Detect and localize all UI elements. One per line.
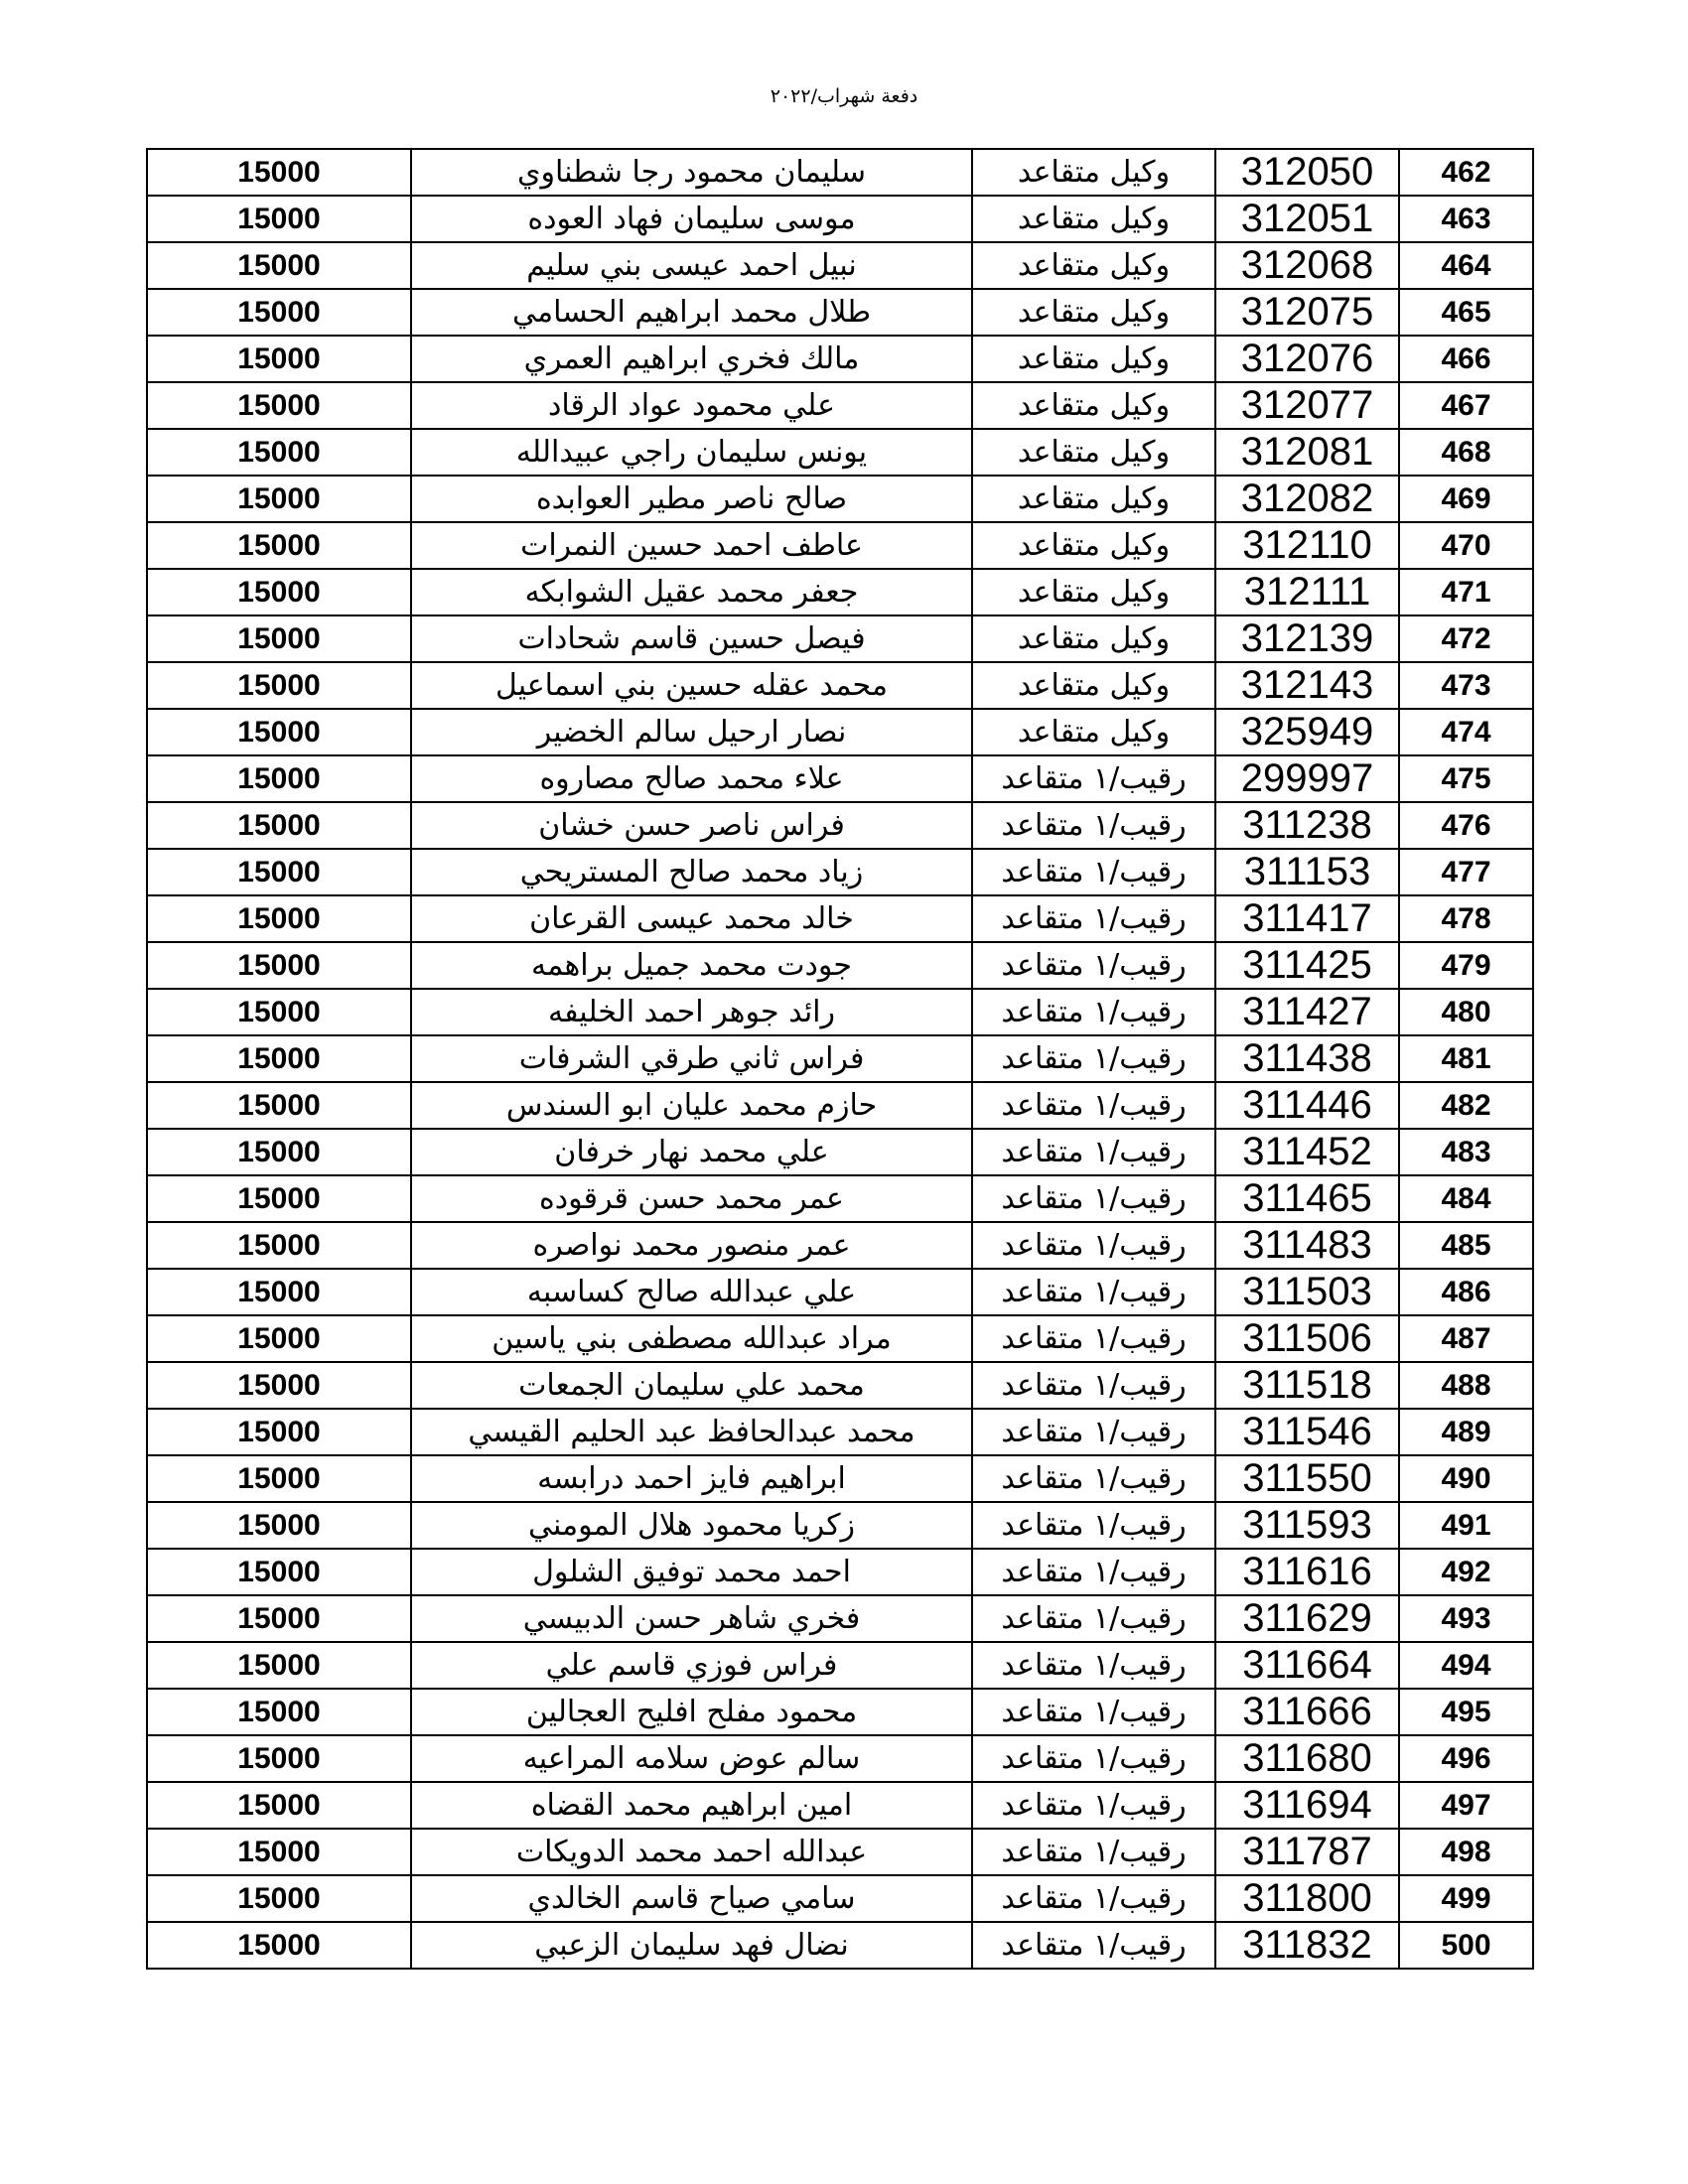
amount-cell: 15000 [147, 1269, 411, 1315]
name-cell: جعفر محمد عقيل الشوابكه [411, 569, 972, 615]
name-cell: ابراهيم فايز احمد درابسه [411, 1455, 972, 1502]
serial-number-cell: 470 [1399, 522, 1533, 569]
id-number-cell: 311238 [1215, 802, 1399, 849]
serial-number-cell: 464 [1399, 242, 1533, 289]
table-row [147, 1269, 1533, 1315]
id-number-cell: 312076 [1215, 336, 1399, 382]
table-row [147, 382, 1533, 429]
serial-number-cell: 488 [1399, 1362, 1533, 1409]
serial-number-cell: 462 [1399, 149, 1533, 196]
table-row [147, 1875, 1533, 1922]
serial-number-cell: 473 [1399, 662, 1533, 709]
name-cell: نبيل احمد عيسى بني سليم [411, 242, 972, 289]
table-row [147, 1035, 1533, 1082]
id-number-cell: 311503 [1215, 1269, 1399, 1315]
amount-cell: 15000 [147, 1222, 411, 1269]
table-row [147, 615, 1533, 662]
rank-cell: رقيب/١ متقاعد [972, 1782, 1215, 1829]
serial-number-cell: 497 [1399, 1782, 1533, 1829]
table-row [147, 1455, 1533, 1502]
id-number-cell: 311153 [1215, 849, 1399, 895]
serial-number-cell: 493 [1399, 1595, 1533, 1642]
amount-cell: 15000 [147, 336, 411, 382]
name-cell: عاطف احمد حسين النمرات [411, 522, 972, 569]
amount-cell: 15000 [147, 1829, 411, 1875]
name-cell: سامي صياح قاسم الخالدي [411, 1875, 972, 1922]
amount-cell: 15000 [147, 989, 411, 1035]
rank-cell: وكيل متقاعد [972, 289, 1215, 336]
rank-cell: رقيب/١ متقاعد [972, 755, 1215, 802]
name-cell: علي عبدالله صالح كساسبه [411, 1269, 972, 1315]
rank-cell: وكيل متقاعد [972, 242, 1215, 289]
id-number-cell: 312082 [1215, 476, 1399, 522]
amount-cell: 15000 [147, 1129, 411, 1175]
id-number-cell: 311483 [1215, 1222, 1399, 1269]
serial-number-cell: 485 [1399, 1222, 1533, 1269]
amount-cell: 15000 [147, 1362, 411, 1409]
rank-cell: رقيب/١ متقاعد [972, 1362, 1215, 1409]
table-row [147, 1689, 1533, 1735]
rank-cell: رقيب/١ متقاعد [972, 1409, 1215, 1455]
serial-number-cell: 465 [1399, 289, 1533, 336]
table-row [147, 289, 1533, 336]
amount-cell: 15000 [147, 1642, 411, 1689]
table-row [147, 149, 1533, 196]
name-cell: امين ابراهيم محمد القضاه [411, 1782, 972, 1829]
rank-cell: رقيب/١ متقاعد [972, 1269, 1215, 1315]
name-cell: جودت محمد جميل براهمه [411, 942, 972, 989]
serial-number-cell: 482 [1399, 1082, 1533, 1129]
serial-number-cell: 492 [1399, 1549, 1533, 1595]
amount-cell: 15000 [147, 1782, 411, 1829]
rank-cell: وكيل متقاعد [972, 709, 1215, 755]
amount-cell: 15000 [147, 662, 411, 709]
name-cell: محمد عبدالحافظ عبد الحليم القيسي [411, 1409, 972, 1455]
id-number-cell: 311694 [1215, 1782, 1399, 1829]
table-row [147, 755, 1533, 802]
serial-number-cell: 483 [1399, 1129, 1533, 1175]
table-row [147, 802, 1533, 849]
amount-cell: 15000 [147, 709, 411, 755]
table-row [147, 196, 1533, 242]
id-number-cell: 312050 [1215, 149, 1399, 196]
name-cell: فيصل حسين قاسم شحادات [411, 615, 972, 662]
table-row [147, 1922, 1533, 1969]
id-number-cell: 311800 [1215, 1875, 1399, 1922]
id-number-cell: 311664 [1215, 1642, 1399, 1689]
name-cell: فخري شاهر حسن الدبيسي [411, 1595, 972, 1642]
rank-cell: وكيل متقاعد [972, 149, 1215, 196]
id-number-cell: 311506 [1215, 1315, 1399, 1362]
name-cell: خالد محمد عيسى القرعان [411, 895, 972, 942]
id-number-cell: 311593 [1215, 1502, 1399, 1549]
amount-cell: 15000 [147, 196, 411, 242]
amount-cell: 15000 [147, 242, 411, 289]
rank-cell: وكيل متقاعد [972, 662, 1215, 709]
rank-cell: رقيب/١ متقاعد [972, 849, 1215, 895]
name-cell: عمر منصور محمد نواصره [411, 1222, 972, 1269]
name-cell: مراد عبدالله مصطفى بني ياسين [411, 1315, 972, 1362]
serial-number-cell: 479 [1399, 942, 1533, 989]
name-cell: محمود مفلح افليح العجالين [411, 1689, 972, 1735]
id-number-cell: 311616 [1215, 1549, 1399, 1595]
amount-cell: 15000 [147, 1409, 411, 1455]
rank-cell: رقيب/١ متقاعد [972, 1175, 1215, 1222]
amount-cell: 15000 [147, 1922, 411, 1969]
rank-cell: رقيب/١ متقاعد [972, 1129, 1215, 1175]
name-cell: عبدالله احمد محمد الدويكات [411, 1829, 972, 1875]
name-cell: حازم محمد عليان ابو السندس [411, 1082, 972, 1129]
table-row [147, 1175, 1533, 1222]
table-row [147, 336, 1533, 382]
amount-cell: 15000 [147, 1315, 411, 1362]
rank-cell: وكيل متقاعد [972, 429, 1215, 476]
table-row [147, 429, 1533, 476]
serial-number-cell: 498 [1399, 1829, 1533, 1875]
name-cell: فراس فوزي قاسم علي [411, 1642, 972, 1689]
name-cell: يونس سليمان راجي عبيدالله [411, 429, 972, 476]
id-number-cell: 311427 [1215, 989, 1399, 1035]
id-number-cell: 311629 [1215, 1595, 1399, 1642]
serial-number-cell: 484 [1399, 1175, 1533, 1222]
amount-cell: 15000 [147, 802, 411, 849]
name-cell: سليمان محمود رجا شطناوي [411, 149, 972, 196]
serial-number-cell: 475 [1399, 755, 1533, 802]
name-cell: عمر محمد حسن قرقوده [411, 1175, 972, 1222]
serial-number-cell: 495 [1399, 1689, 1533, 1735]
amount-cell: 15000 [147, 1502, 411, 1549]
rank-cell: رقيب/١ متقاعد [972, 895, 1215, 942]
table-row [147, 1315, 1533, 1362]
serial-number-cell: 466 [1399, 336, 1533, 382]
table-row [147, 1082, 1533, 1129]
amount-cell: 15000 [147, 1735, 411, 1782]
amount-cell: 15000 [147, 1595, 411, 1642]
table-row [147, 1782, 1533, 1829]
id-number-cell: 311546 [1215, 1409, 1399, 1455]
rank-cell: رقيب/١ متقاعد [972, 1035, 1215, 1082]
rank-cell: وكيل متقاعد [972, 522, 1215, 569]
name-cell: مالك فخري ابراهيم العمري [411, 336, 972, 382]
table-row [147, 709, 1533, 755]
rank-cell: وكيل متقاعد [972, 196, 1215, 242]
name-cell: علاء محمد صالح مصاروه [411, 755, 972, 802]
serial-number-cell: 496 [1399, 1735, 1533, 1782]
id-number-cell: 312110 [1215, 522, 1399, 569]
table-row [147, 1502, 1533, 1549]
id-number-cell: 312081 [1215, 429, 1399, 476]
table-row [147, 242, 1533, 289]
amount-cell: 15000 [147, 849, 411, 895]
table-row [147, 989, 1533, 1035]
id-number-cell: 299997 [1215, 755, 1399, 802]
name-cell: صالح ناصر مطير العوابده [411, 476, 972, 522]
amount-cell: 15000 [147, 1689, 411, 1735]
serial-number-cell: 481 [1399, 1035, 1533, 1082]
amount-cell: 15000 [147, 522, 411, 569]
amount-cell: 15000 [147, 755, 411, 802]
rank-cell: رقيب/١ متقاعد [972, 942, 1215, 989]
amount-cell: 15000 [147, 1875, 411, 1922]
name-cell: موسى سليمان فهاد العوده [411, 196, 972, 242]
serial-number-cell: 500 [1399, 1922, 1533, 1969]
amount-cell: 15000 [147, 289, 411, 336]
rank-cell: رقيب/١ متقاعد [972, 1829, 1215, 1875]
page-title: دفعة شهراب/٢٠٢٢ [770, 85, 918, 107]
id-number-cell: 311550 [1215, 1455, 1399, 1502]
id-number-cell: 312075 [1215, 289, 1399, 336]
serial-number-cell: 491 [1399, 1502, 1533, 1549]
amount-cell: 15000 [147, 476, 411, 522]
rank-cell: رقيب/١ متقاعد [972, 1875, 1215, 1922]
serial-number-cell: 472 [1399, 615, 1533, 662]
amount-cell: 15000 [147, 1035, 411, 1082]
table-row [147, 1735, 1533, 1782]
rank-cell: وكيل متقاعد [972, 569, 1215, 615]
records-table-body [147, 149, 1533, 1969]
id-number-cell: 312051 [1215, 196, 1399, 242]
id-number-cell: 311680 [1215, 1735, 1399, 1782]
rank-cell: رقيب/١ متقاعد [972, 1502, 1215, 1549]
name-cell: محمد علي سليمان الجمعات [411, 1362, 972, 1409]
rank-cell: رقيب/١ متقاعد [972, 1642, 1215, 1689]
name-cell: زكريا محمود هلال المومني [411, 1502, 972, 1549]
serial-number-cell: 486 [1399, 1269, 1533, 1315]
serial-number-cell: 494 [1399, 1642, 1533, 1689]
name-cell: نصار ارحيل سالم الخضير [411, 709, 972, 755]
serial-number-cell: 467 [1399, 382, 1533, 429]
table-row [147, 522, 1533, 569]
table-row [147, 942, 1533, 989]
id-number-cell: 312139 [1215, 615, 1399, 662]
amount-cell: 15000 [147, 429, 411, 476]
rank-cell: رقيب/١ متقاعد [972, 989, 1215, 1035]
rank-cell: رقيب/١ متقاعد [972, 1315, 1215, 1362]
name-cell: طلال محمد ابراهيم الحسامي [411, 289, 972, 336]
table-row [147, 1129, 1533, 1175]
id-number-cell: 311832 [1215, 1922, 1399, 1969]
name-cell: احمد محمد توفيق الشلول [411, 1549, 972, 1595]
table-row [147, 849, 1533, 895]
table-row [147, 569, 1533, 615]
name-cell: محمد عقله حسين بني اسماعيل [411, 662, 972, 709]
rank-cell: وكيل متقاعد [972, 476, 1215, 522]
serial-number-cell: 478 [1399, 895, 1533, 942]
serial-number-cell: 489 [1399, 1409, 1533, 1455]
amount-cell: 15000 [147, 1455, 411, 1502]
table-row [147, 895, 1533, 942]
table-row [147, 1829, 1533, 1875]
name-cell: فراس ناصر حسن خشان [411, 802, 972, 849]
id-number-cell: 311465 [1215, 1175, 1399, 1222]
rank-cell: رقيب/١ متقاعد [972, 1455, 1215, 1502]
rank-cell: رقيب/١ متقاعد [972, 1922, 1215, 1969]
id-number-cell: 311518 [1215, 1362, 1399, 1409]
id-number-cell: 311438 [1215, 1035, 1399, 1082]
table-row [147, 1595, 1533, 1642]
id-number-cell: 311446 [1215, 1082, 1399, 1129]
id-number-cell: 311666 [1215, 1689, 1399, 1735]
id-number-cell: 311787 [1215, 1829, 1399, 1875]
rank-cell: رقيب/١ متقاعد [972, 1735, 1215, 1782]
amount-cell: 15000 [147, 615, 411, 662]
id-number-cell: 312077 [1215, 382, 1399, 429]
amount-cell: 15000 [147, 895, 411, 942]
name-cell: علي محمود عواد الرقاد [411, 382, 972, 429]
rank-cell: رقيب/١ متقاعد [972, 1689, 1215, 1735]
serial-number-cell: 499 [1399, 1875, 1533, 1922]
serial-number-cell: 474 [1399, 709, 1533, 755]
amount-cell: 15000 [147, 942, 411, 989]
amount-cell: 15000 [147, 149, 411, 196]
id-number-cell: 311425 [1215, 942, 1399, 989]
rank-cell: وكيل متقاعد [972, 336, 1215, 382]
rank-cell: رقيب/١ متقاعد [972, 1222, 1215, 1269]
table-row [147, 1642, 1533, 1689]
id-number-cell: 311452 [1215, 1129, 1399, 1175]
amount-cell: 15000 [147, 1082, 411, 1129]
rank-cell: رقيب/١ متقاعد [972, 802, 1215, 849]
serial-number-cell: 469 [1399, 476, 1533, 522]
rank-cell: رقيب/١ متقاعد [972, 1595, 1215, 1642]
name-cell: رائد جوهر احمد الخليفه [411, 989, 972, 1035]
rank-cell: رقيب/١ متقاعد [972, 1082, 1215, 1129]
id-number-cell: 325949 [1215, 709, 1399, 755]
name-cell: فراس ثاني طرقي الشرفات [411, 1035, 972, 1082]
name-cell: زياد محمد صالح المستريحي [411, 849, 972, 895]
id-number-cell: 311417 [1215, 895, 1399, 942]
rank-cell: رقيب/١ متقاعد [972, 1549, 1215, 1595]
amount-cell: 15000 [147, 569, 411, 615]
table-row [147, 476, 1533, 522]
table-row [147, 1409, 1533, 1455]
name-cell: سالم عوض سلامه المراعيه [411, 1735, 972, 1782]
records-table [146, 148, 1534, 1970]
serial-number-cell: 471 [1399, 569, 1533, 615]
amount-cell: 15000 [147, 1175, 411, 1222]
rank-cell: وكيل متقاعد [972, 615, 1215, 662]
serial-number-cell: 463 [1399, 196, 1533, 242]
rank-cell: وكيل متقاعد [972, 382, 1215, 429]
serial-number-cell: 490 [1399, 1455, 1533, 1502]
table-row [147, 1549, 1533, 1595]
table-row [147, 662, 1533, 709]
serial-number-cell: 476 [1399, 802, 1533, 849]
table-row [147, 1222, 1533, 1269]
serial-number-cell: 480 [1399, 989, 1533, 1035]
id-number-cell: 312111 [1215, 569, 1399, 615]
serial-number-cell: 487 [1399, 1315, 1533, 1362]
serial-number-cell: 477 [1399, 849, 1533, 895]
id-number-cell: 312143 [1215, 662, 1399, 709]
id-number-cell: 312068 [1215, 242, 1399, 289]
amount-cell: 15000 [147, 382, 411, 429]
name-cell: علي محمد نهار خرفان [411, 1129, 972, 1175]
amount-cell: 15000 [147, 1549, 411, 1595]
table-row [147, 1362, 1533, 1409]
name-cell: نضال فهد سليمان الزعبي [411, 1922, 972, 1969]
serial-number-cell: 468 [1399, 429, 1533, 476]
